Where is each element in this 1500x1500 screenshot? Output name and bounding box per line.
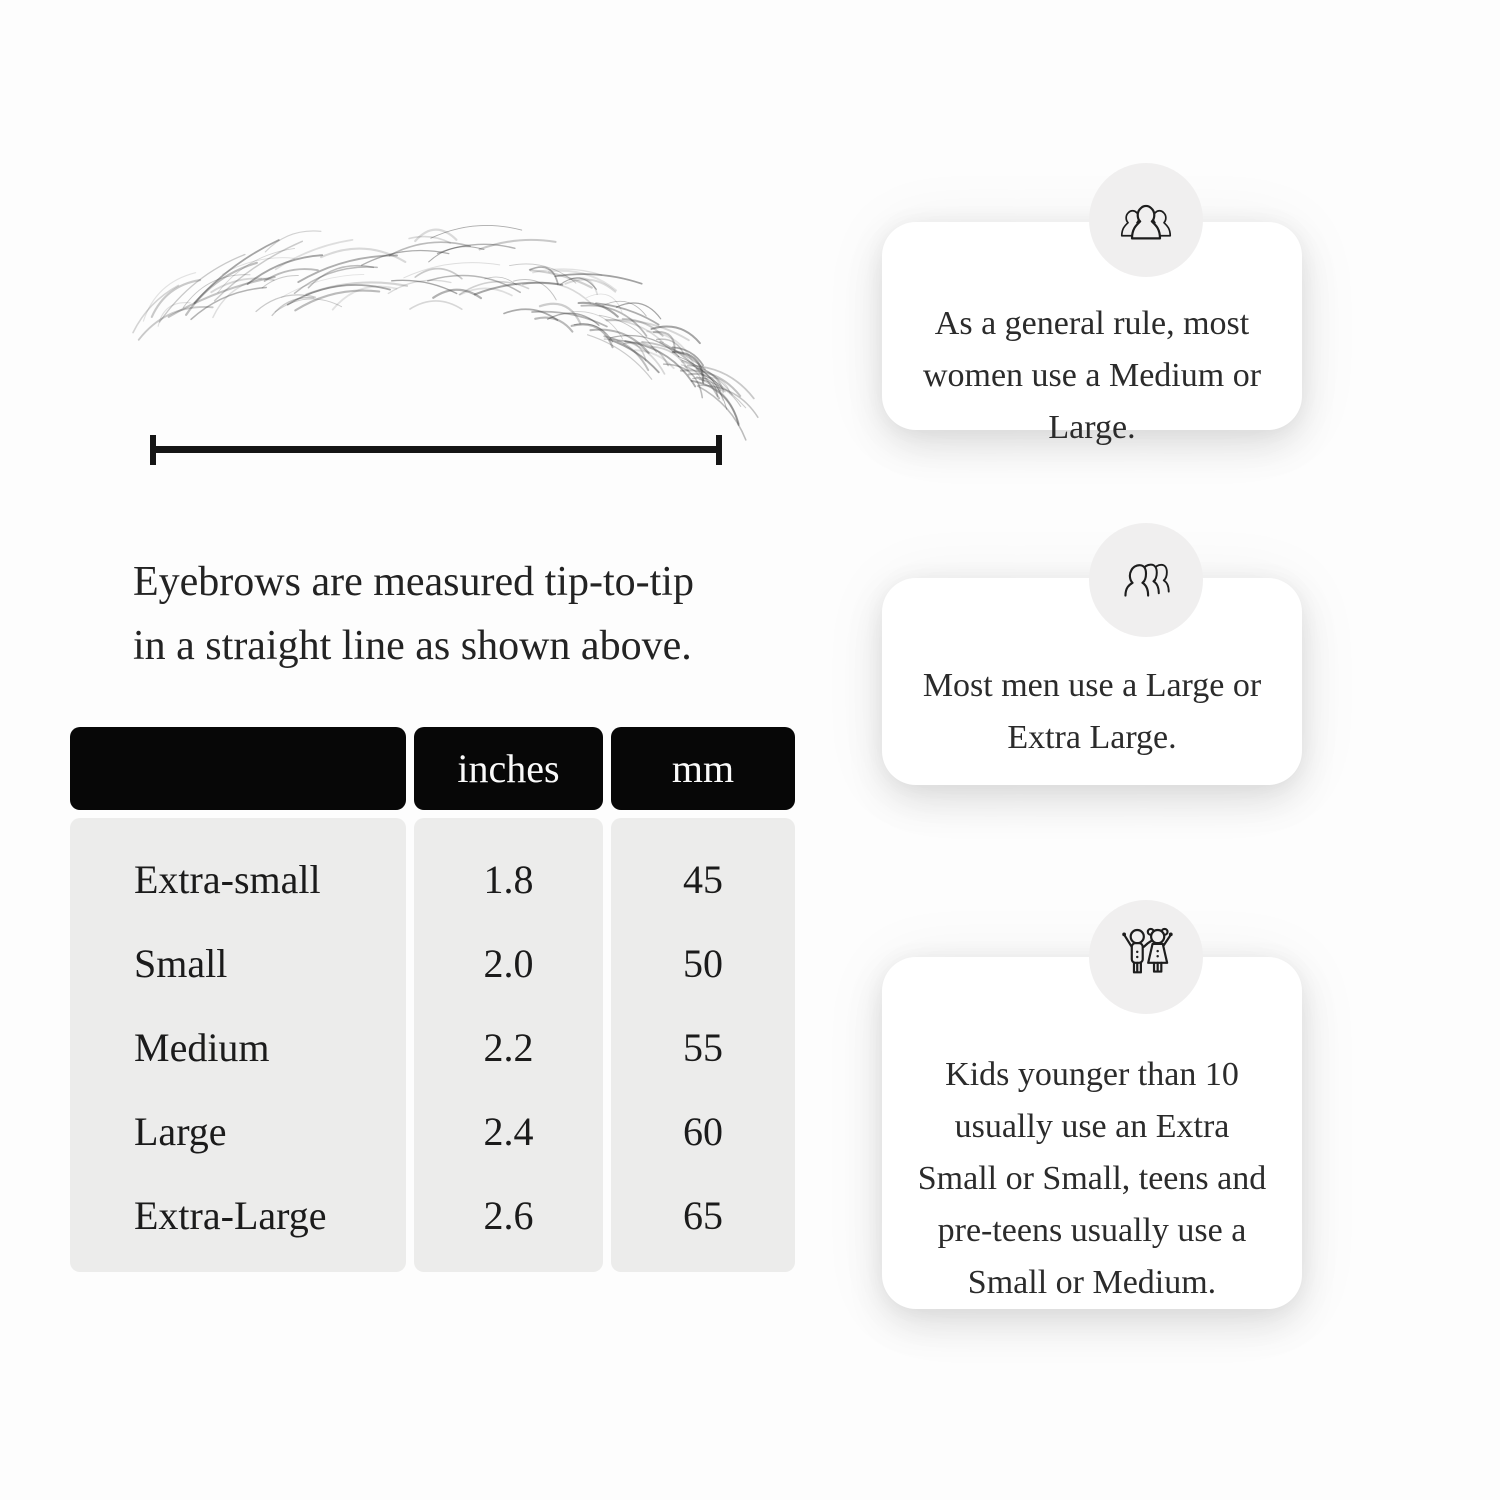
caption-line-1: Eyebrows are measured tip-to-tip xyxy=(133,559,694,605)
table-header-mm: mm xyxy=(611,727,795,810)
table-cell-inches: 2.6 xyxy=(483,1192,534,1238)
badge-kids xyxy=(1089,900,1203,1014)
size-table xyxy=(70,727,795,1272)
table-cell-inches: 1.8 xyxy=(483,856,534,902)
badge-women xyxy=(1089,163,1203,277)
table-cell-mm: 50 xyxy=(683,940,723,986)
eyebrow-illustration xyxy=(118,240,730,410)
card-men-text: Most men use a Large or Extra Large. xyxy=(922,667,1262,756)
size-table-inches-column xyxy=(414,727,603,1272)
table-cell-mm: 45 xyxy=(683,856,723,902)
table-cell-mm: 55 xyxy=(683,1024,723,1070)
table-body-mm xyxy=(611,818,795,1272)
table-cell-label: Extra-Large xyxy=(134,1192,327,1238)
card-kids xyxy=(882,957,1302,1309)
men-group-icon xyxy=(1112,546,1180,614)
table-cell-label: Extra-small xyxy=(134,856,321,902)
table-cell-mm: 65 xyxy=(683,1192,723,1238)
measurement-line xyxy=(150,435,722,465)
table-body-labels xyxy=(70,818,406,1272)
table-cell-label: Medium xyxy=(134,1024,270,1070)
card-men xyxy=(882,578,1302,785)
card-women xyxy=(882,222,1302,446)
measurement-caption xyxy=(133,550,773,678)
kids-icon xyxy=(1111,922,1181,992)
table-cell-inches: 2.0 xyxy=(483,940,534,986)
table-cell-mm: 60 xyxy=(683,1108,723,1154)
table-cell-inches: 2.2 xyxy=(483,1024,534,1070)
table-header-blank xyxy=(70,727,406,810)
table-header-inches: inches xyxy=(414,727,603,810)
card-kids-text: Kids younger than 10 usually use an Extra Small or Small, teens and pre-teens usually use a Small or Medium. xyxy=(917,1056,1267,1301)
table-body-inches xyxy=(414,818,603,1272)
caption-line-2: in a straight line as shown above. xyxy=(133,623,692,669)
measurement-end-cap-right xyxy=(716,435,722,465)
size-table-label-column xyxy=(70,727,406,1272)
table-cell-label: Small xyxy=(134,940,228,986)
card-women-text: As a general rule, most women use a Medium or Large. xyxy=(922,305,1262,446)
size-table-mm-column xyxy=(611,727,795,1272)
measurement-bar xyxy=(150,446,722,453)
table-cell-inches: 2.4 xyxy=(483,1108,534,1154)
women-group-icon xyxy=(1112,186,1180,254)
badge-men xyxy=(1089,523,1203,637)
table-cell-label: Large xyxy=(134,1108,227,1154)
